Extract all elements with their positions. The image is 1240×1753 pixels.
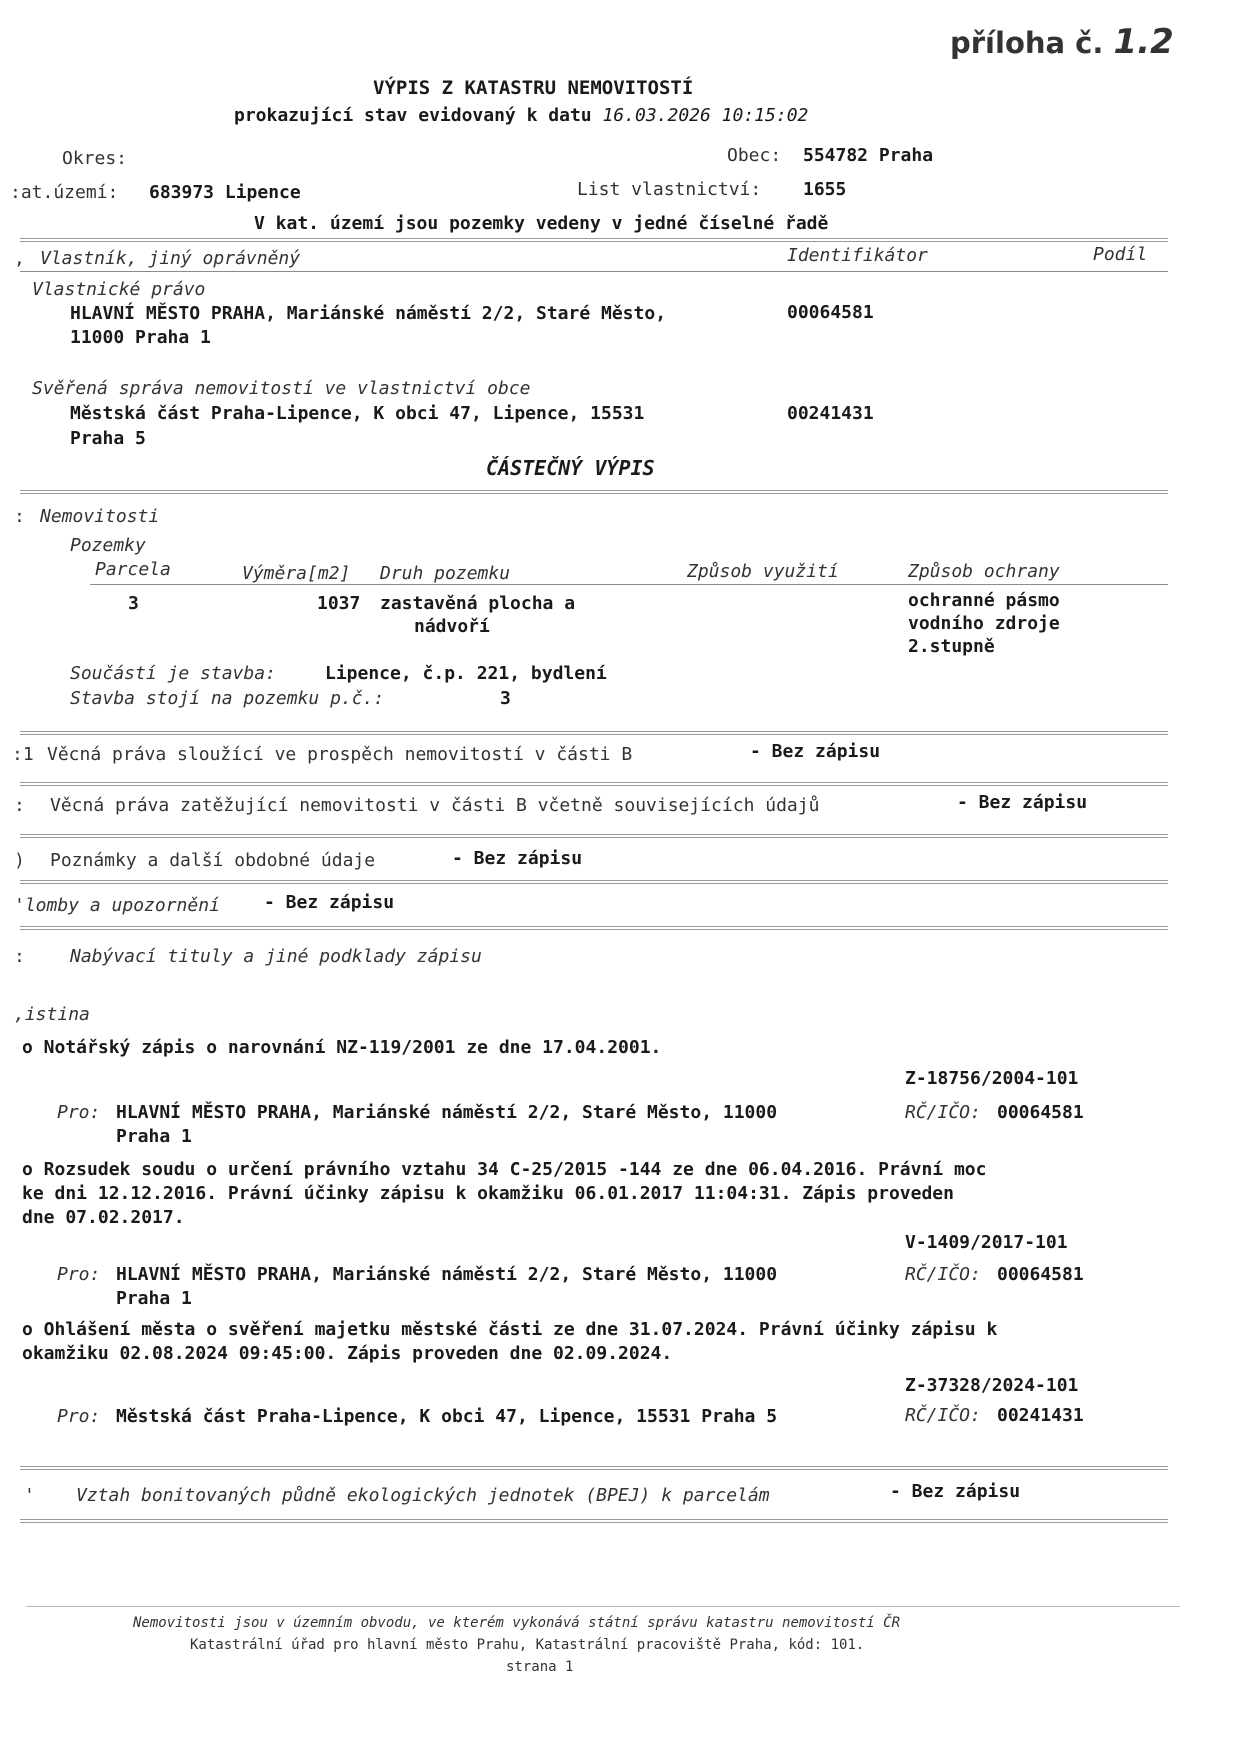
parcel-number: 3: [128, 593, 139, 614]
section-d-marker: ): [14, 850, 25, 871]
right2-line1: Městská část Praha-Lipence, K obci 47, Lipence, 15531: [70, 403, 645, 424]
divider: [20, 1519, 1168, 1523]
bpej-text: Vztah bonitovaných půdně ekologických jednotek (BPEJ) k parcelám: [76, 1485, 770, 1506]
section-c-marker: :: [14, 795, 25, 816]
section-plomby-value: - Bez zápisu: [264, 892, 395, 913]
doc3-rc-label: RČ/IČO:: [905, 1405, 981, 1426]
section-b1-title: Věcná práva sloužící ve prospěch nemovitostí v části B: [47, 744, 633, 765]
kat-note: V kat. území jsou pozemky vedeny v jedné číselné řadě: [254, 213, 829, 234]
section-d-title: Poznámky a další obdobné údaje: [50, 850, 376, 871]
partial-extract-title: ČÁSTEČNÝ VÝPIS: [486, 456, 655, 480]
right1-id: 00064581: [787, 302, 874, 323]
stavba-value: Lipence, č.p. 221, bydlení: [325, 663, 607, 684]
divider: [20, 490, 1168, 494]
divider: [20, 782, 1168, 786]
footer-divider: [26, 1606, 1180, 1607]
section-plomby-title: 'lomby a upozornění: [14, 895, 220, 916]
kat-value: 683973 Lipence: [149, 182, 301, 203]
right2-label: Svěřená správa nemovitostí ve vlastnictví obce: [32, 378, 531, 399]
parcel-druh-1: zastavěná plocha a: [380, 593, 576, 614]
doc1-ref: Z-18756/2004-101: [905, 1068, 1079, 1089]
doc3-pro-line1: Městská část Praha-Lipence, K obci 47, Lipence, 15531 Praha 5: [116, 1406, 778, 1427]
doc2-ref: V-1409/2017-101: [905, 1232, 1068, 1253]
right2-id: 00241431: [787, 403, 874, 424]
section-bpej-marker: ': [24, 1485, 35, 1506]
col-owner: Vlastník, jiný oprávněný: [40, 248, 301, 269]
subtitle-prefix: prokazující stav evidovaný k datu: [234, 105, 592, 126]
lv-value: 1655: [803, 179, 847, 200]
parcel-ochrana-2: vodního zdroje: [908, 613, 1060, 634]
right2-line2: Praha 5: [70, 428, 146, 449]
divider: [20, 238, 1168, 242]
doc2-pro-line2: Praha 1: [116, 1288, 192, 1309]
section-b1-marker: :1: [12, 744, 34, 765]
section-a-marker: ,: [14, 248, 25, 269]
section-b-sub: Pozemky: [70, 535, 146, 556]
doc1-rc-value: 00064581: [997, 1102, 1084, 1123]
listina-text: istina: [24, 1004, 90, 1025]
doc1-rc-label: RČ/IČO:: [905, 1102, 981, 1123]
divider: [20, 834, 1168, 838]
stoji-value: 3: [500, 688, 511, 709]
footer-line1: Nemovitosti jsou v územním obvodu, ve kterém vykonává státní správu katastru nemovitostí ČR: [133, 1615, 901, 1631]
obec-label: Obec:: [727, 145, 782, 166]
doc2-line3: dne 07.02.2017.: [22, 1207, 185, 1228]
section-b-title: Nemovitosti: [40, 506, 160, 527]
doc2-rc-label: RČ/IČO:: [905, 1264, 981, 1285]
annex-label-text: příloha č.: [950, 26, 1104, 60]
doc1-line1: o Notářský zápis o narovnání NZ-119/2001 ze dne 17.04.2001.: [22, 1037, 662, 1058]
doc1-pro-line2: Praha 1: [116, 1126, 192, 1147]
divider: [20, 271, 1168, 272]
section-e-marker: :: [14, 946, 25, 967]
col-id: Identifikátor: [787, 245, 928, 266]
doc2-line1: o Rozsudek soudu o určení právního vztahu 34 C-25/2015 -144 ze dne 06.04.2016. Právní moc: [22, 1159, 987, 1180]
kat-label: :at.území:: [10, 182, 119, 203]
doc3-pro-label: Pro:: [57, 1406, 101, 1427]
bpej-value: - Bez zápisu: [890, 1481, 1021, 1502]
footer-line2: Katastrální úřad pro hlavní město Prahu, Katastrální pracoviště Praha, kód: 101.: [190, 1637, 865, 1653]
doc1-pro-label: Pro:: [57, 1102, 101, 1123]
doc1-pro-line1: HLAVNÍ MĚSTO PRAHA, Mariánské náměstí 2/2, Staré Město, 11000: [116, 1102, 778, 1123]
col-parcela: Parcela: [95, 559, 171, 580]
parcel-area: 1037: [317, 593, 361, 614]
doc3-line2: okamžiku 02.08.2024 09:45:00. Zápis proveden dne 02.09.2024.: [22, 1343, 673, 1364]
doc3-ref: Z-37328/2024-101: [905, 1375, 1079, 1396]
divider: [20, 731, 1168, 735]
doc2-rc-value: 00064581: [997, 1264, 1084, 1285]
footer-page: strana 1: [506, 1659, 574, 1675]
document-subtitle: [234, 105, 808, 127]
annex-label: [950, 22, 1174, 62]
parcel-druh-2: nádvoří: [414, 616, 490, 637]
stavba-label: Součástí je stavba:: [70, 663, 276, 684]
section-c-value: - Bez zápisu: [957, 792, 1088, 813]
obec-value: 554782 Praha: [803, 145, 934, 166]
parcel-ochrana-1: ochranné pásmo: [908, 590, 1060, 611]
doc2-pro-label: Pro:: [57, 1264, 101, 1285]
section-b1-value: - Bez zápisu: [750, 741, 881, 762]
annex-number: 1.2: [1113, 22, 1174, 62]
right1-line2: 11000 Praha 1: [70, 327, 211, 348]
stoji-label: Stavba stojí na pozemku p.č.:: [70, 688, 385, 709]
listina-label: ,istina: [14, 1004, 90, 1025]
right1-line1: HLAVNÍ MĚSTO PRAHA, Mariánské náměstí 2/2, Staré Město,: [70, 303, 667, 324]
parcel-ochrana-3: 2.stupně: [908, 636, 995, 657]
doc3-rc-value: 00241431: [997, 1405, 1084, 1426]
col-vyuziti: Způsob využití: [687, 561, 839, 582]
subtitle-datetime: 16.03.2026 10:15:02: [602, 105, 809, 126]
right1-label: Vlastnické právo: [32, 279, 206, 300]
col-ochrana: Způsob ochrany: [908, 561, 1060, 582]
document-title: VÝPIS Z KATASTRU NEMOVITOSTÍ: [373, 77, 694, 99]
divider: [90, 584, 1168, 585]
col-share: Podíl: [1093, 244, 1148, 265]
divider: [20, 880, 1168, 884]
divider: [20, 1466, 1168, 1470]
okres-label: Okres:: [62, 148, 128, 169]
doc2-pro-line1: HLAVNÍ MĚSTO PRAHA, Mariánské náměstí 2/2, Staré Město, 11000: [116, 1264, 778, 1285]
divider: [20, 926, 1168, 930]
doc3-line1: o Ohlášení města o svěření majetku městské části ze dne 31.07.2024. Právní účinky zápisu k: [22, 1319, 998, 1340]
plomby-text: lomby a upozornění: [24, 895, 220, 916]
lv-label: List vlastnictví:: [577, 179, 762, 200]
section-b-marker: :: [14, 506, 25, 527]
doc2-line2: ke dni 12.12.2016. Právní účinky zápisu k okamžiku 06.01.2017 11:04:31. Zápis proveden: [22, 1183, 954, 1204]
section-d-value: - Bez zápisu: [452, 848, 583, 869]
col-druh: Druh pozemku: [380, 563, 511, 584]
section-e-title: Nabývací tituly a jiné podklady zápisu: [70, 946, 482, 967]
col-vymera: Výměra[m2]: [242, 563, 351, 584]
section-c-title: Věcná práva zatěžující nemovitosti v části B včetně souvisejících údajů: [50, 795, 820, 816]
